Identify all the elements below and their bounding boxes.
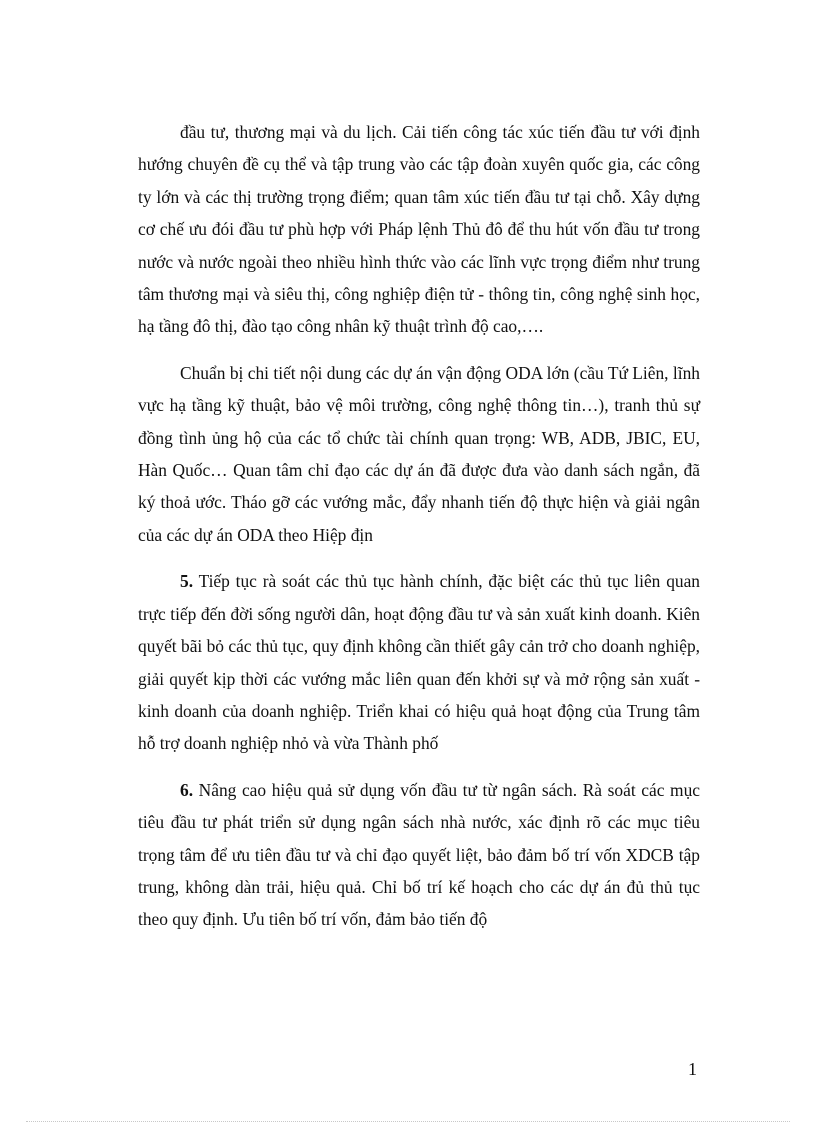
paragraph-text: Chuẩn bị chi tiết nội dung các dự án vận động ODA lớn (cầu Tứ Liên, lĩnh vực hạ tầng kỹ thuật, bảo vệ môi trường, công nghệ thông tin…), tranh thủ sự đồng tình ủng hộ của các tổ chức tài chính quan trọng: WB, ADB, JBIC, EU, Hàn Quốc… Quan tâm chỉ đạo các dự án đã được đưa vào danh sách ngắn, đã ký thoả ước. Tháo gỡ các vướng mắc, đẩy nhanh tiến độ thực hiện và giải ngân của các dự án ODA theo Hiệp địn (138, 362, 700, 545)
paragraph-oda-projects (138, 357, 700, 551)
item-number: 6. (180, 779, 194, 800)
paragraph-investment-promotion (138, 116, 700, 343)
paragraph-text: Nâng cao hiệu quả sử dụng vốn đầu tư từ ngân sách. Rà soát các mục tiêu đầu tư phát triển sử dụng ngân sách nhà nước, xác định rõ các mục tiêu trọng tâm để ưu tiên đầu tư và chỉ đạo quyết liệt, bảo đảm bố trí vốn XDCB tập trung, không dàn trải, hiệu quả. Chỉ bố trí kế hoạch cho các dự án đủ thủ tục theo quy định. Ưu tiên bố trí vốn, đảm bảo tiến độ (138, 779, 700, 930)
paragraph-text: Tiếp tục rà soát các thủ tục hành chính, đặc biệt các thủ tục liên quan trực tiếp đến đời sống người dân, hoạt động đầu tư và sản xuất kinh doanh. Kiên quyết bãi bỏ các thủ tục, quy định không cần thiết gây cản trở cho doanh nghiệp, giải quyết kịp thời các vướng mắc liên quan đến khởi sự và mở rộng sản xuất - kinh doanh của doanh nghiệp. Triển khai có hiệu quả hoạt động của Trung tâm hỗ trợ doanh nghiệp nhỏ và vừa Thành phố (138, 571, 700, 754)
paragraph-item-5 (138, 565, 700, 759)
page-number: 1 (688, 1059, 697, 1079)
paragraph-text: đầu tư, thương mại và du lịch. Cải tiến công tác xúc tiến đầu tư với định hướng chuyên đề cụ thể và tập trung vào các tập đoàn xuyên quốc gia, các công ty lớn và các thị trường trọng điểm; quan tâm xúc tiến đầu tư tại chỗ. Xây dựng cơ chế ưu đói đầu tư phù hợp với Pháp lệnh Thủ đô để thu hút vốn đầu tư trong nước và nước ngoài theo nhiều hình thức vào các lĩnh vực trọng điểm như trung tâm thương mại và siêu thị, công nghiệp điện tử - thông tin, công nghệ sinh học, hạ tầng đô thị, đào tạo công nhân kỹ thuật trình độ cao,…. (138, 122, 700, 337)
body-text (138, 116, 700, 936)
page-bottom-divider (26, 1121, 790, 1122)
item-number: 5. (180, 571, 194, 592)
paragraph-item-6 (138, 774, 700, 936)
